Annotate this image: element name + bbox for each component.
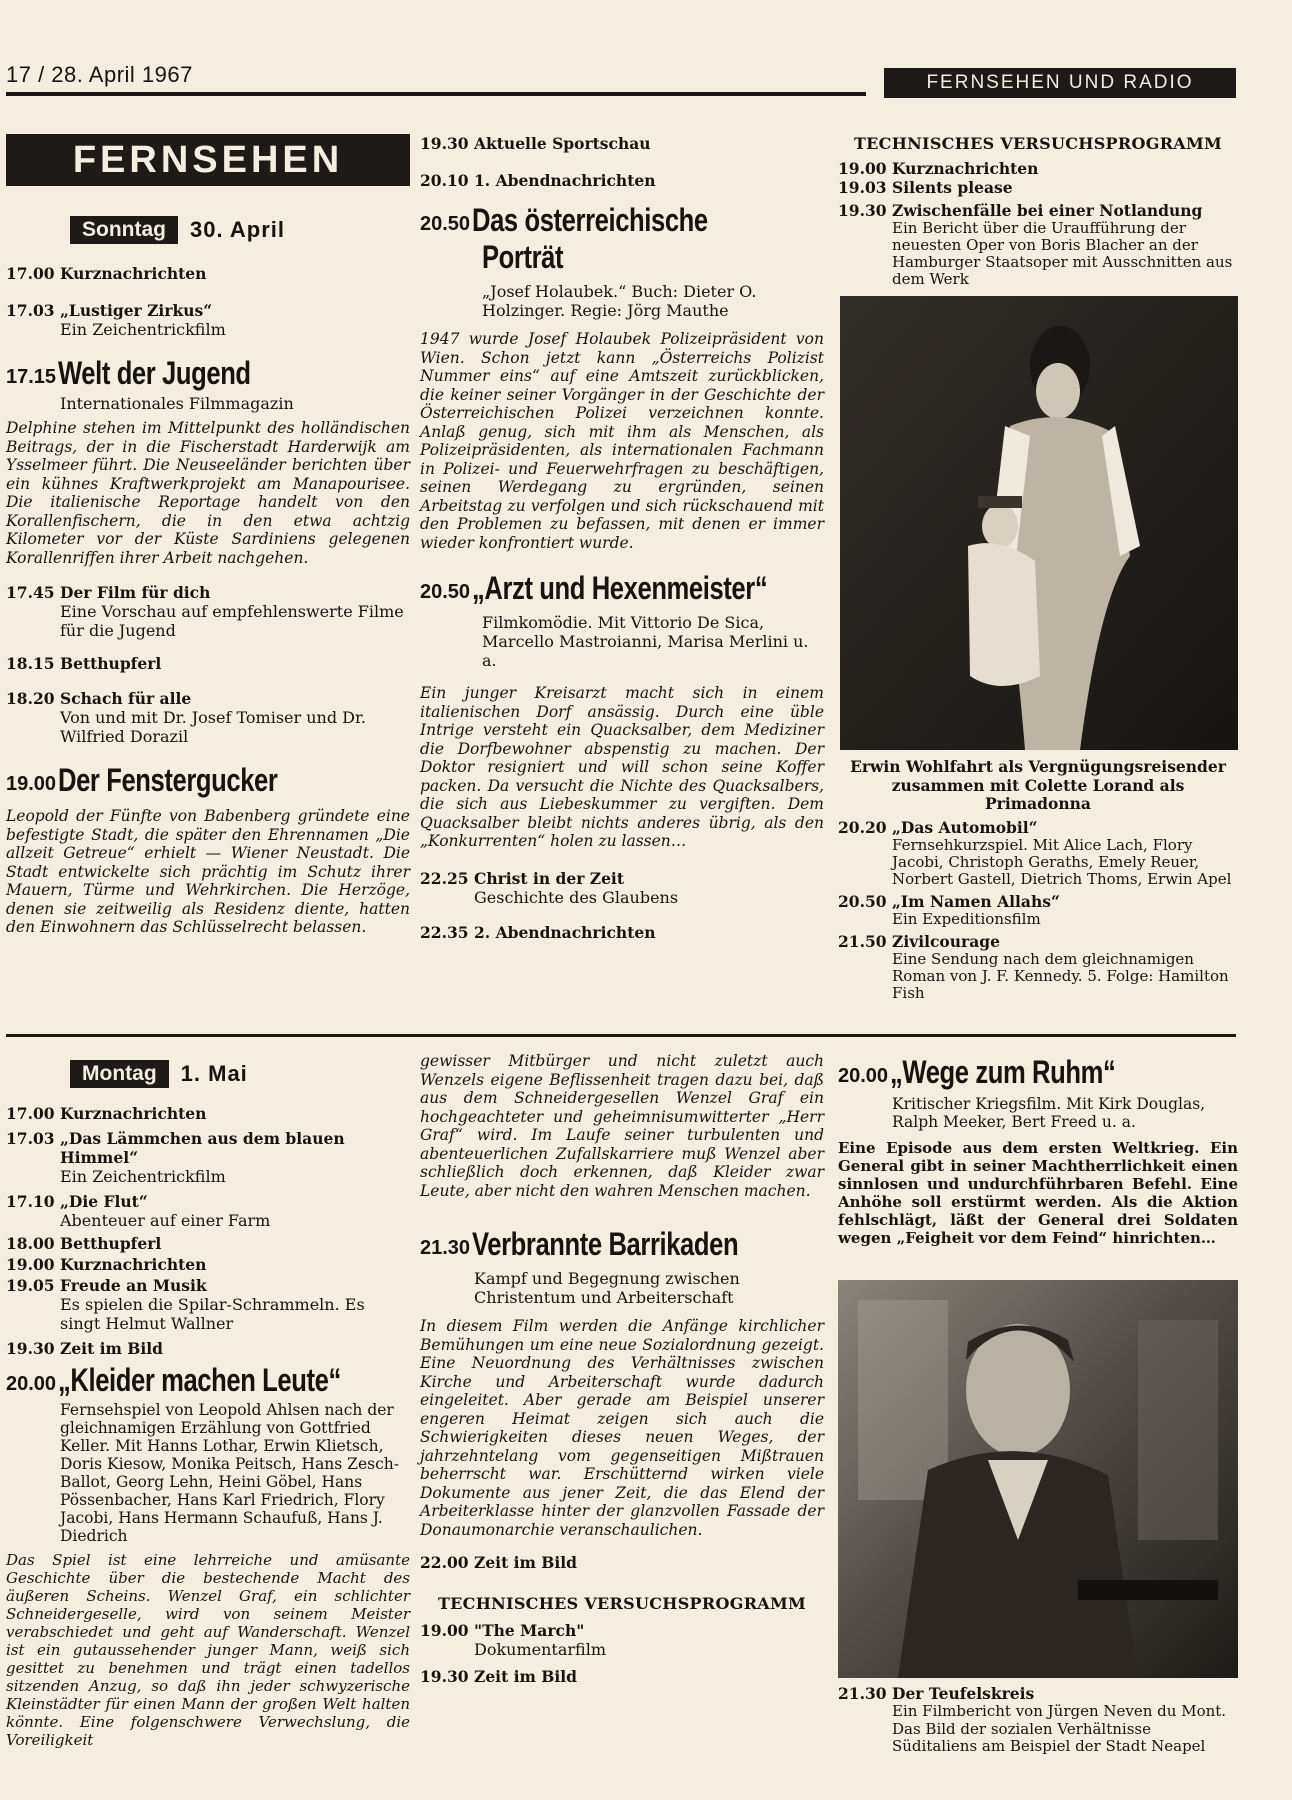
program-title: Kurznachrichten [60, 1104, 207, 1123]
feature-title: Der Fenstergucker [58, 762, 278, 798]
program-entry [6, 689, 410, 746]
day-badge-sunday: Sonntag [70, 216, 178, 244]
feature-time: 21.30 [420, 1237, 471, 1259]
monday-column-1 [6, 1104, 410, 1749]
program-title: Christ in der Zeit [474, 868, 624, 888]
program-entry [6, 1104, 410, 1123]
fernsehen-banner: FERNSEHEN [6, 134, 410, 186]
program-subtitle: Ein Zeichentrickfilm [60, 1167, 226, 1186]
feature-subtitle: „Josef Holaubek.“ Buch: Dieter O. Holzinger. Regie: Jörg Mauthe [482, 282, 757, 320]
program-subtitle: Geschichte des Glaubens [474, 887, 679, 907]
program-time: 19.30 [420, 134, 469, 153]
feature-time: 17.15 [6, 366, 57, 388]
program-entry [6, 301, 410, 339]
program-title: „Die Flut“ [60, 1192, 148, 1211]
program-time: 17.03 [6, 301, 55, 320]
program-title: „Das Automobil“ [892, 818, 1038, 837]
program-subtitle: Eine Vorschau auf empfehlenswerte Filme für die Jugend [60, 602, 404, 640]
program-entry [420, 171, 824, 190]
program-title: Kurznachrichten [60, 1255, 207, 1274]
program-title: Betthupferl [60, 654, 162, 673]
section-heading: TECHNISCHES VERSUCHSPROGRAMM [853, 134, 1223, 153]
program-subtitle: Es spielen die Spilar-Schrammeln. Es singt Helmut Wallner [60, 1295, 365, 1333]
program-entry [420, 1621, 824, 1659]
feature-description: 1947 wurde Josef Holaubek Polizeipräsident von Wien. Schon jetzt kann „Österreichs Polizist Nummer eins“ auf eine Amtszeit zurückblicken, die keiner seiner Vorgänger in der Geschichte der Österreichischen Polizei verzeichnen konnte. Anlaß genug, sich mit ihm als Menschen, als Polizeipräsidenten, als internationalen Fachmann in Polizei- und Feuerwehrfragen zu beschäftigen, seinen Werdegang zu ergründen, seinen Arbeitstag zu verfolgen und sich rückschauend mit den Problemen zu befassen, mit denen er immer wieder konfrontiert wurde. [420, 330, 824, 552]
program-title: Kurznachrichten [60, 264, 207, 283]
program-time: 17.45 [6, 583, 55, 602]
feature-heading [6, 355, 410, 392]
program-entry [6, 1234, 410, 1253]
program-entry [838, 1684, 1238, 1756]
program-title: Der Teufelskreis [892, 1684, 1035, 1703]
monday-column-3b [838, 1684, 1238, 1756]
section-title: FERNSEHEN UND RADIO [884, 68, 1236, 98]
feature-description: Delphine stehen im Mittelpunkt des holländischen Beitrags, der in die Fischerstadt Harderwijk am Ysselmeer führt. Die Neuseeländer berichten über ein kühnes Kraftwerkprojekt am Manapourisee. Die italienische Reportage handelt von den Korallenfischern, die in den etwa achtzig Kilometer vor der Küste Sardiniens gelegenen Korallenriffen ihrer Arbeit nachgehen. [6, 419, 410, 567]
sunday-column-3b [838, 818, 1238, 1002]
program-title: Der Film für dich [60, 583, 211, 602]
program-title: Kurznachrichten [892, 159, 1039, 178]
feature-time: 20.00 [838, 1065, 889, 1087]
program-time: 17.00 [6, 1104, 55, 1123]
program-entry [6, 1255, 410, 1274]
program-title: Zeit im Bild [474, 1553, 578, 1572]
feature-title: „Wege zum Ruhm“ [890, 1054, 1116, 1090]
opera-photo [840, 296, 1238, 750]
program-time: 22.00 [420, 1553, 469, 1572]
photo-caption: Erwin Wohlfahrt als Vergnügungsreisender zusammen mit Colette Lorand als Primadonna [850, 757, 1226, 813]
sunday-header [70, 216, 285, 244]
feature-subtitle: Filmkomödie. Mit Vittorio De Sica, Marcello Mastroianni, Marisa Merlini u. a. [482, 613, 809, 670]
program-title: "The March" [474, 1621, 585, 1640]
program-time: 17.03 [6, 1129, 55, 1148]
program-time: 21.30 [838, 1684, 887, 1703]
feature-title: Verbrannte Barrikaden [472, 1226, 739, 1262]
program-entry [6, 1129, 410, 1186]
program-subtitle: Eine Sendung nach dem gleichnamigen Roman von J. F. Kennedy. 5. Folge: Hamilton Fish [892, 950, 1229, 1002]
program-title: „Das Lämmchen aus dem blauen Himmel“ [60, 1129, 345, 1167]
program-time: 22.25 [420, 868, 469, 888]
feature-title: Welt der Jugend [58, 355, 251, 391]
opera-photo-illustration [840, 296, 1238, 750]
program-time: 18.20 [6, 689, 55, 708]
program-entry [420, 869, 824, 907]
program-subtitle: Dokumentarfilm [474, 1640, 606, 1659]
program-subtitle: Abenteuer auf einer Farm [60, 1211, 271, 1230]
program-title: Schach für alle [60, 689, 192, 708]
program-subtitle: Ein Zeichentrickfilm [60, 320, 226, 339]
program-time: 17.00 [6, 264, 55, 283]
feature-title: „Kleider machen Leute“ [58, 1362, 341, 1398]
sunday-column-2 [420, 134, 824, 942]
program-entry [6, 1339, 410, 1358]
feature-title: Porträt [482, 239, 564, 275]
program-entry [6, 654, 410, 673]
program-time: 20.20 [838, 818, 887, 837]
day-date-monday: 1. Mai [180, 1061, 248, 1086]
program-title: 2. Abendnachrichten [474, 922, 656, 942]
feature-subtitle: Kritischer Kriegsfilm. Mit Kirk Douglas, Ralph Meeker, Bert Freed u. a. [892, 1095, 1206, 1131]
program-entry [6, 1276, 410, 1333]
feature-heading [6, 1362, 410, 1399]
program-entry [838, 159, 1238, 178]
program-time: 19.03 [838, 178, 887, 197]
program-subtitle: Ein Bericht über die Uraufführung der neuesten Oper von Boris Blacher an der Hamburger Staatsoper mit Ausschnitten aus dem Werk [892, 219, 1233, 288]
program-entry [420, 1553, 824, 1572]
program-title: Aktuelle Sportschau [474, 134, 651, 153]
program-entry [838, 932, 1238, 1002]
feature-heading-line2 [420, 239, 824, 276]
program-time: 18.15 [6, 654, 55, 673]
program-entry [420, 923, 824, 942]
program-time: 19.00 [420, 1621, 469, 1640]
feature-time: 19.00 [6, 773, 57, 795]
program-title: 1. Abendnachrichten [474, 171, 656, 190]
program-entry [838, 178, 1238, 197]
program-time: 18.00 [6, 1234, 55, 1253]
program-time: 21.50 [838, 932, 887, 951]
section-heading: TECHNISCHES VERSUCHSPROGRAMM [437, 1594, 807, 1613]
program-title: Zwischenfälle bei einer Notlandung [892, 201, 1203, 220]
monday-column-3 [838, 1054, 1238, 1247]
program-entry [838, 201, 1238, 288]
program-subtitle: Von und mit Dr. Josef Tomiser und Dr. Wilfried Dorazil [60, 708, 366, 746]
feature-heading [420, 570, 824, 607]
feature-heading [838, 1054, 1238, 1091]
feature-time: 20.00 [6, 1373, 57, 1395]
program-entry [420, 1667, 824, 1686]
feature-description: Das Spiel ist eine lehrreiche und amüsante Geschichte über die bestechende Macht des äußeren Scheins. Wenzel Graf, ein schlichter Schneidergeselle, wird von seinem Meister verabschiedet und geht auf Wanderschaft. Wenzel ist ein gutaussehender junger Mann, weiß sich gesittet zu benehmen und trägt einen tadellos sitzenden Anzug, so daß ihn jeder schwyzerische Kleinstädter für einen Mann der großen Welt halten könnte. Eine folgenschwere Verwechslung, die Voreiligkeit [6, 1551, 410, 1749]
program-time: 17.10 [6, 1192, 55, 1211]
program-entry [838, 892, 1238, 928]
feature-description-continued: gewisser Mitbürger und nicht zuletzt auch Wenzels eigene Beflissenheit tragen dazu bei, daß aus dem Schneidergesellen Wenzel Graf ein hochgeachteter und geheimnisumwitterter „Herr Graf“ wird. Im Laufe seiner turbulenten und abenteuerlichen Zufallskarriere muß Wenzel aber schließlich doch erkennen, daß Kleider zwar Leute, aber nicht den wahren Menschen machen. [420, 1052, 824, 1200]
sunday-column-3 [838, 134, 1238, 288]
program-time: 20.10 [420, 171, 469, 190]
program-time: 19.30 [838, 201, 887, 220]
day-divider [6, 1034, 1236, 1037]
feature-subtitle: Internationales Filmmagazin [60, 394, 294, 413]
sunday-column-1 [6, 264, 410, 937]
program-subtitle: Fernsehkurzspiel. Mit Alice Lach, Flory Jacobi, Christoph Geraths, Emely Reuer, Norbert Gastell, Dietrich Thoms, Erwin Apel [892, 836, 1232, 888]
feature-description: Leopold der Fünfte von Babenberg gründete eine befestigte Stadt, die später den Ehrennamen „Die allzeit Getreue“ erhielt — Wiener Neustadt. Die Stadt entwickelte sich prächtig im Schutz ihrer Mauern, Türme und Wehrkirchen. Die Herzöge, denen sie zeitweilig als Residenz diente, hatten den Einwohnern das Schlüsselrecht belassen. [6, 807, 410, 936]
feature-heading [420, 1226, 824, 1263]
day-badge-monday: Montag [70, 1060, 169, 1088]
page-date: 17 / 28. April 1967 [6, 62, 193, 87]
program-time: 22.35 [420, 922, 469, 942]
film-still-photo [838, 1280, 1238, 1678]
program-entry [6, 583, 410, 640]
program-entry [838, 818, 1238, 888]
program-entry [6, 1192, 410, 1230]
program-time: 19.00 [838, 159, 887, 178]
program-time: 19.05 [6, 1276, 55, 1295]
program-title: Zeit im Bild [60, 1339, 164, 1358]
feature-time: 20.50 [420, 213, 471, 235]
program-title: „Im Namen Allahs“ [892, 892, 1060, 911]
program-title: Zivilcourage [892, 932, 1000, 951]
film-still-illustration [838, 1280, 1238, 1678]
monday-column-2 [420, 1052, 824, 1686]
feature-heading [420, 202, 824, 239]
masthead-rule [6, 92, 866, 96]
program-entry [420, 134, 824, 153]
program-title: Betthupferl [60, 1234, 162, 1253]
program-time: 19.00 [6, 1255, 55, 1274]
program-title: „Lustiger Zirkus“ [60, 301, 213, 320]
program-title: Freude an Musik [60, 1276, 207, 1295]
feature-description: Eine Episode aus dem ersten Weltkrieg. Ein General gibt in seiner Machtherrlichkeit einen sinnlosen und undurchführbaren Befehl. Eine Anhöhe soll erstürmt werden. Als die Aktion fehlschlägt, läßt der General drei Soldaten wegen „Feigheit vor dem Feind“ hinrichten… [838, 1139, 1238, 1247]
feature-description: Ein junger Kreisarzt macht sich in einem italienischen Dorf ansässig. Durch eine üble Intrige versteht ein Quacksalber, dem Mediziner die Dorfbewohner abspenstig zu machen. Der Doktor resigniert und will schon seine Koffer packen. Da versucht die Nichte des Quacksalbers, die sich aus Liebeskummer zu vergiften. Dem Quacksalber bleibt nichts anderes übrig, als den „Konkurrenten“ holen zu lassen… [420, 684, 824, 850]
program-time: 20.50 [838, 892, 887, 911]
feature-heading [6, 762, 410, 799]
program-subtitle: Ein Expeditionsfilm [892, 910, 1041, 928]
program-time: 19.30 [6, 1339, 55, 1358]
program-subtitle: Ein Filmbericht von Jürgen Neven du Mont. Das Bild der sozialen Verhältnisse Süditaliens am Beispiel der Stadt Neapel [892, 1702, 1227, 1755]
feature-subtitle: Kampf und Begegnung zwischen Christentum und Arbeiterschaft [474, 1269, 740, 1307]
feature-description: In diesem Film werden die Anfänge kirchlicher Bemühungen um eine neue Sozialordnung gezeigt. Eine Neuordnung des Verhältnisses zwischen Kirche und Arbeiterschaft wurde dadurch eingeleitet. Aber gerade am Beispiel unserer engeren Heimat zeigen sich auch die Schwierigkeiten dieses neuen Weges, der jahrzehntelang vom gegenseitigen Mißtrauen beherrscht war. Erschütternd wirken viele Dokumente aus jener Zeit, die das Elend der Arbeiterklasse hinter der glanzvollen Fassade der Donaumonarchie veranschaulichen. [420, 1317, 824, 1539]
program-title: Silents please [892, 178, 1013, 197]
feature-title: „Arzt und Hexenmeister“ [472, 570, 768, 606]
day-date-sunday: 30. April [190, 217, 285, 242]
program-time: 19.30 [420, 1667, 469, 1686]
program-title: Zeit im Bild [474, 1667, 578, 1686]
program-entry [6, 264, 410, 283]
feature-title: Das österreichische [472, 202, 708, 238]
feature-subtitle: Fernsehspiel von Leopold Ahlsen nach der gleichnamigen Erzählung von Gottfried Keller. Mit Hanns Lothar, Erwin Klietsch, Doris Kiesow, Monika Peitsch, Hans Zesch-Ballot, Georg Lehn, Heini Göbel, Hans Pössenbacher, Hans Karl Friedrich, Flory Jacobi, Hans Hermann Schaufuß, Hans J. Diedrich [60, 1401, 399, 1545]
monday-header [70, 1060, 248, 1088]
feature-time: 20.50 [420, 581, 471, 603]
